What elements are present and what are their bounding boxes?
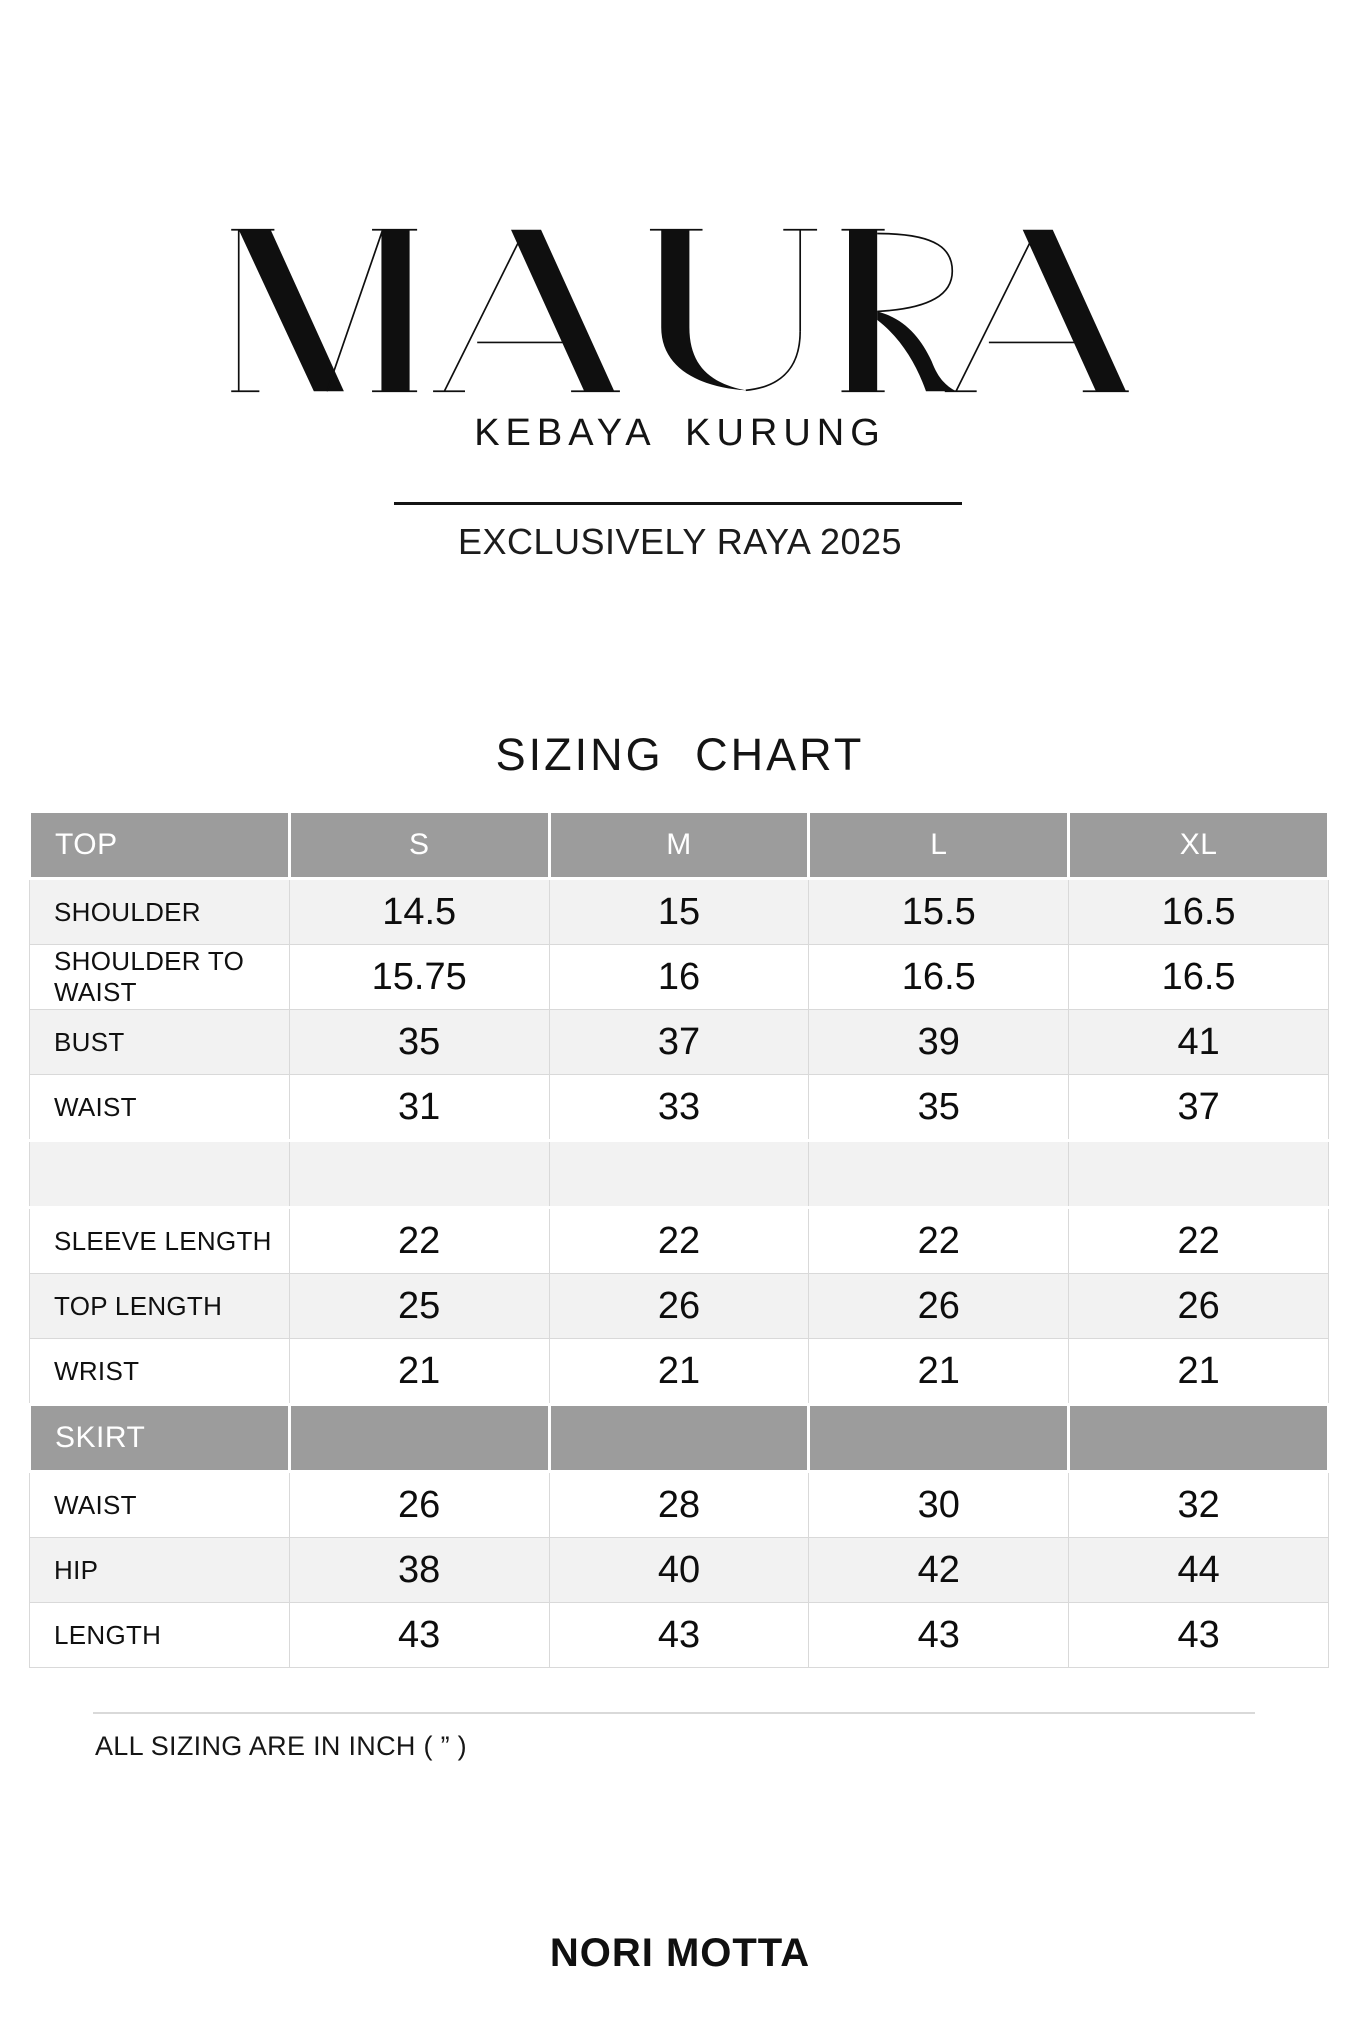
size-table-body (30, 879, 1329, 1668)
size-value-cell: 30 (809, 1472, 1069, 1538)
size-value-cell: 41 (1069, 1010, 1329, 1075)
size-value-cell: 43 (1069, 1603, 1329, 1668)
size-value-cell: 16.5 (809, 945, 1069, 1010)
size-value-cell: 26 (549, 1274, 809, 1339)
table-row (30, 1010, 1329, 1075)
size-value-cell: 15.75 (289, 945, 549, 1010)
size-value-cell: 15.5 (809, 879, 1069, 945)
size-value-cell: 39 (809, 1010, 1069, 1075)
collection-tagline: EXCLUSIVELY RAYA 2025 (457, 521, 903, 562)
size-value-cell: 22 (1069, 1208, 1329, 1274)
size-value-cell (809, 1405, 1069, 1472)
size-value-cell: 22 (289, 1208, 549, 1274)
row-label-cell: SHOULDER (30, 879, 290, 945)
header-cell-section: TOP (30, 812, 290, 879)
size-value-cell: 22 (809, 1208, 1069, 1274)
size-value-cell: 37 (549, 1010, 809, 1075)
size-table (28, 810, 1330, 1668)
size-value-cell (549, 1141, 809, 1208)
row-label-cell: SHOULDER TO WAIST (30, 945, 290, 1010)
table-header-row (30, 812, 1329, 879)
row-label-cell: SKIRT (30, 1405, 290, 1472)
row-label-cell (30, 1141, 290, 1208)
size-value-cell (289, 1405, 549, 1472)
units-note: ALL SIZING ARE IN INCH ( ” ) (95, 1731, 467, 1761)
size-value-cell (549, 1405, 809, 1472)
size-value-cell: 32 (1069, 1472, 1329, 1538)
size-value-cell: 21 (289, 1339, 549, 1405)
row-label-cell: HIP (30, 1538, 290, 1603)
size-value-cell: 35 (289, 1010, 549, 1075)
size-value-cell: 26 (289, 1472, 549, 1538)
size-value-cell: 16.5 (1069, 945, 1329, 1010)
header-cell-size: S (289, 812, 549, 879)
size-value-cell: 31 (289, 1075, 549, 1141)
size-value-cell: 43 (289, 1603, 549, 1668)
row-label-cell: LENGTH (30, 1603, 290, 1668)
maura-logotype (230, 226, 1130, 395)
table-row (30, 1339, 1329, 1405)
row-label-cell: WRIST (30, 1339, 290, 1405)
size-value-cell: 42 (809, 1538, 1069, 1603)
table-row (30, 1472, 1329, 1538)
brand-subtitle: KEBAYA KURUNG (474, 412, 886, 454)
row-label-cell: BUST (30, 1010, 290, 1075)
row-label-cell: SLEEVE LENGTH (30, 1208, 290, 1274)
table-row (30, 1075, 1329, 1141)
size-value-cell: 44 (1069, 1538, 1329, 1603)
size-value-cell: 43 (549, 1603, 809, 1668)
logo-divider-line (394, 502, 962, 505)
size-value-cell: 16.5 (1069, 879, 1329, 945)
size-value-cell: 15 (549, 879, 809, 945)
table-row (30, 879, 1329, 945)
size-value-cell: 33 (549, 1075, 809, 1141)
table-row (30, 1538, 1329, 1603)
size-value-cell: 28 (549, 1472, 809, 1538)
table-row (30, 1208, 1329, 1274)
size-value-cell: 40 (549, 1538, 809, 1603)
size-table-head (30, 812, 1329, 879)
table-row (30, 1274, 1329, 1339)
chart-title: SIZING CHART (495, 729, 865, 780)
size-value-cell: 35 (809, 1075, 1069, 1141)
size-value-cell: 21 (549, 1339, 809, 1405)
spacer-row (30, 1141, 1329, 1208)
brand-logo (0, 226, 1360, 400)
size-value-cell: 37 (1069, 1075, 1329, 1141)
section-row (30, 1405, 1329, 1472)
row-label-cell: WAIST (30, 1075, 290, 1141)
header-cell-size: XL (1069, 812, 1329, 879)
size-value-cell (1069, 1405, 1329, 1472)
size-value-cell: 22 (549, 1208, 809, 1274)
row-label-cell: WAIST (30, 1472, 290, 1538)
size-value-cell: 38 (289, 1538, 549, 1603)
table-row (30, 945, 1329, 1010)
size-value-cell: 16 (549, 945, 809, 1010)
size-value-cell (289, 1141, 549, 1208)
size-value-cell: 26 (809, 1274, 1069, 1339)
size-value-cell: 14.5 (289, 879, 549, 945)
footer-brand: NORI MOTTA (549, 1931, 811, 1975)
header-cell-size: M (549, 812, 809, 879)
units-divider (93, 1712, 1255, 1714)
size-value-cell: 21 (809, 1339, 1069, 1405)
table-row (30, 1603, 1329, 1668)
size-value-cell (1069, 1141, 1329, 1208)
size-value-cell: 26 (1069, 1274, 1329, 1339)
size-value-cell: 43 (809, 1603, 1069, 1668)
row-label-cell: TOP LENGTH (30, 1274, 290, 1339)
size-value-cell: 21 (1069, 1339, 1329, 1405)
header-cell-size: L (809, 812, 1069, 879)
size-value-cell (809, 1141, 1069, 1208)
size-value-cell: 25 (289, 1274, 549, 1339)
